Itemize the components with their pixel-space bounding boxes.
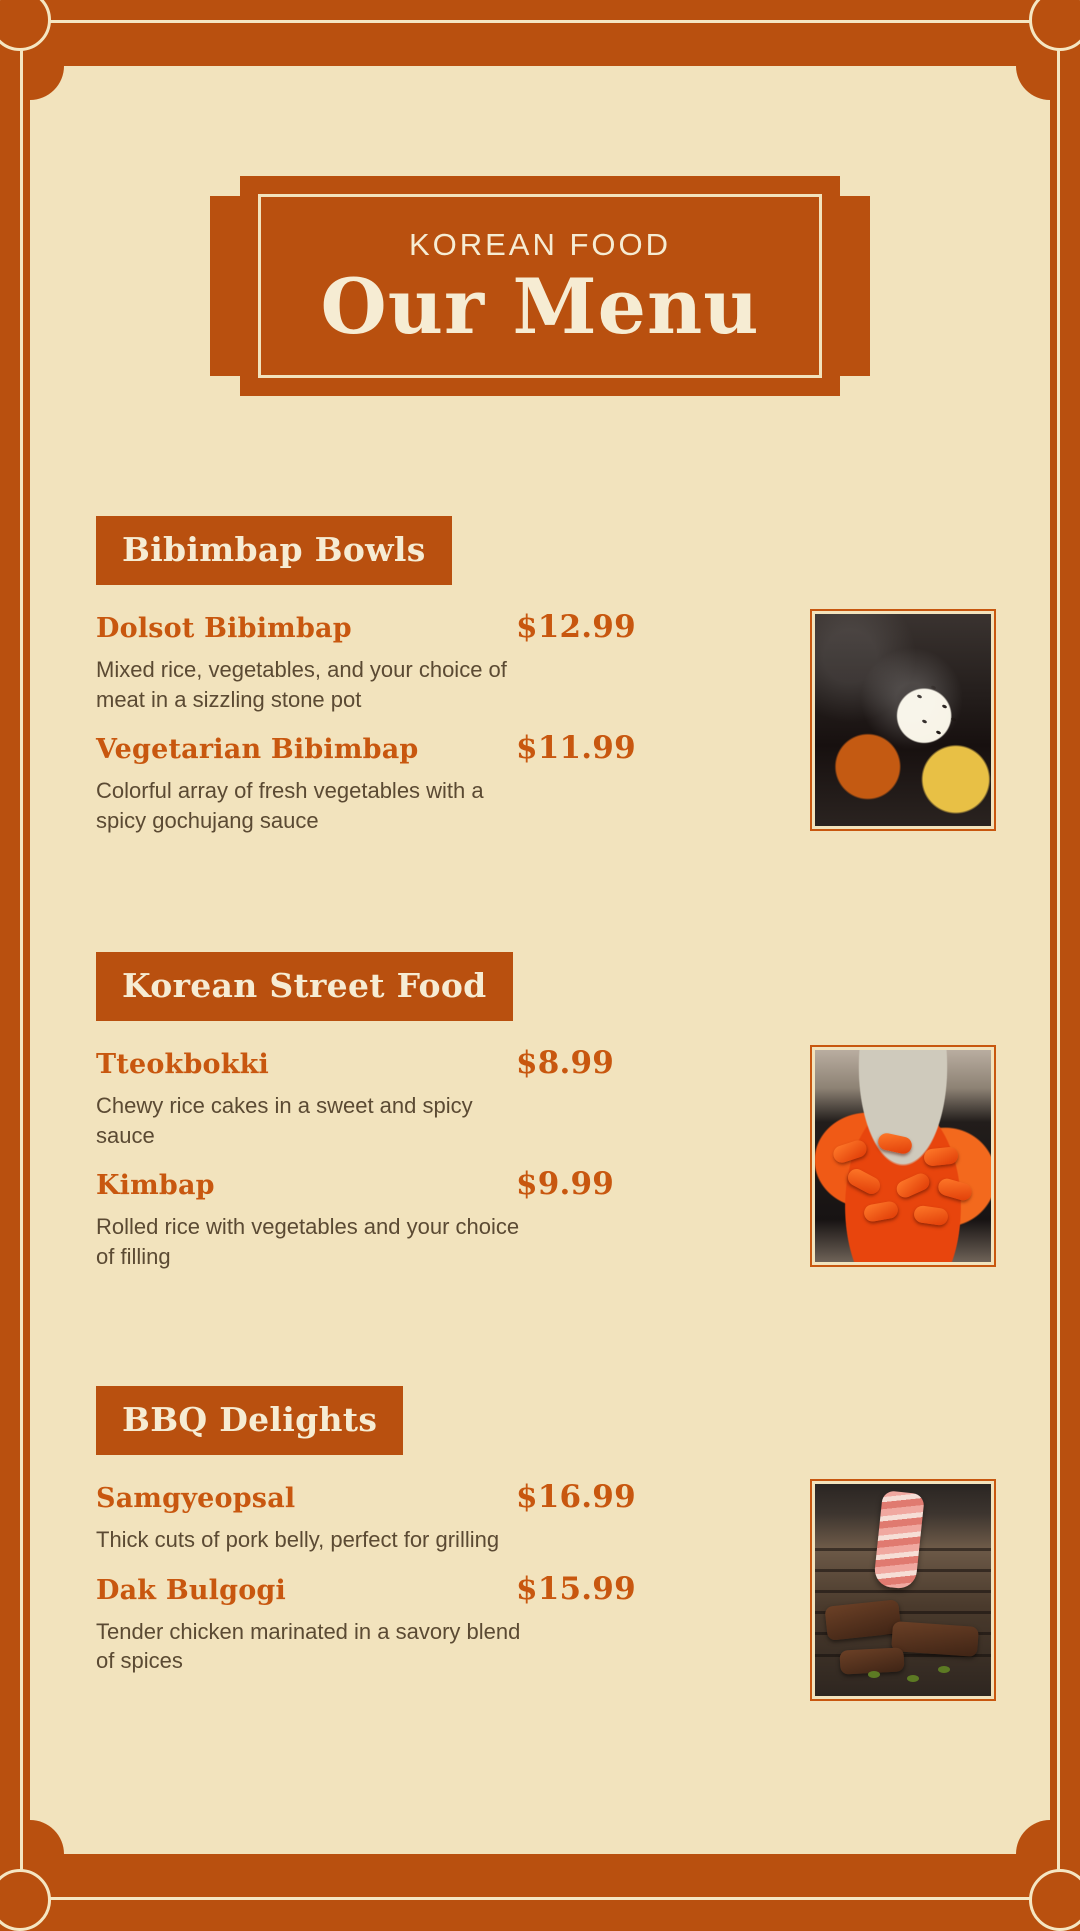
page-title: Our Menu [320,262,760,351]
dolsot-bibimbap-photo [810,609,996,831]
menu-item-name: Dolsot Bibimbap [96,613,352,644]
menu-title-plaque [210,176,870,396]
menu-item[interactable] [96,730,706,835]
menu-item-price: $16.99 [516,1479,636,1515]
menu-item[interactable] [96,609,706,714]
menu-item-heading [96,609,706,645]
menu-item-heading [96,1571,706,1607]
menu-section-bbq-delights [96,1386,996,1729]
section-body [96,609,996,859]
section-items [96,1479,706,1676]
menu-item[interactable] [96,1045,706,1150]
page-corner-top-left [30,66,64,100]
menu-section-bibimbap-bowls [96,516,996,859]
menu-item-name: Kimbap [96,1170,215,1202]
page-corner-bottom-left [30,1820,64,1854]
menu-section-korean-street-food [96,952,996,1295]
frame-corner-notch-top-left [0,0,51,51]
menu-item[interactable] [96,1571,706,1676]
menu-item[interactable] [96,1166,706,1271]
korean-bbq-photo [810,1479,996,1701]
menu-item-description: Rolled rice with vegetables and your choice of filling [96,1214,520,1270]
section-header: Korean Street Food [96,952,513,1021]
section-body [96,1045,996,1295]
menu-item-price: $8.99 [516,1045,615,1081]
section-items [96,1045,706,1272]
photo-image [815,1050,991,1262]
section-items [96,609,706,836]
menu-item-price: $11.99 [516,730,636,767]
plaque-inner-border [258,194,822,378]
section-header: Bibimbap Bowls [96,516,452,585]
photo-image [815,614,991,826]
section-header: BBQ Delights [96,1386,403,1455]
menu-item-description: Chewy rice cakes in a sweet and spicy sauce [96,1093,473,1148]
menu-item-description: Colorful array of fresh vegetables with a spicy gochujang sauce [96,778,484,834]
menu-item-price: $9.99 [516,1166,615,1203]
page-corner-top-right [1016,66,1050,100]
menu-item-name: Dak Bulgogi [96,1574,286,1606]
frame-corner-notch-bottom-left [0,1869,51,1931]
menu-item-price: $12.99 [516,609,636,645]
menu-page [30,66,1050,1854]
menu-item-description: Tender chicken marinated in a savory blend of spices [96,1618,521,1674]
menu-item-description: Mixed rice, vegetables, and your choice of meat in a sizzling stone pot [96,657,507,712]
menu-item-heading [96,1479,706,1515]
menu-item-description: Thick cuts of pork belly, perfect for grilling [96,1527,500,1552]
frame-corner-notch-bottom-right [1029,1869,1080,1931]
menu-item-name: Tteokbokki [96,1049,270,1080]
section-body [96,1479,996,1729]
tteokbokki-photo [810,1045,996,1267]
page-corner-bottom-right [1016,1820,1050,1854]
menu-item-name: Vegetarian Bibimbap [96,734,419,766]
menu-item-price: $15.99 [516,1570,636,1607]
photo-image [815,1484,991,1696]
menu-item-heading [96,1166,706,1202]
menu-item-heading [96,1045,706,1081]
menu-item-name: Samgyeopsal [96,1483,296,1514]
menu-item[interactable] [96,1479,706,1555]
frame-corner-notch-top-right [1029,0,1080,51]
menu-kicker: KOREAN FOOD [408,227,672,262]
menu-item-heading [96,730,706,766]
